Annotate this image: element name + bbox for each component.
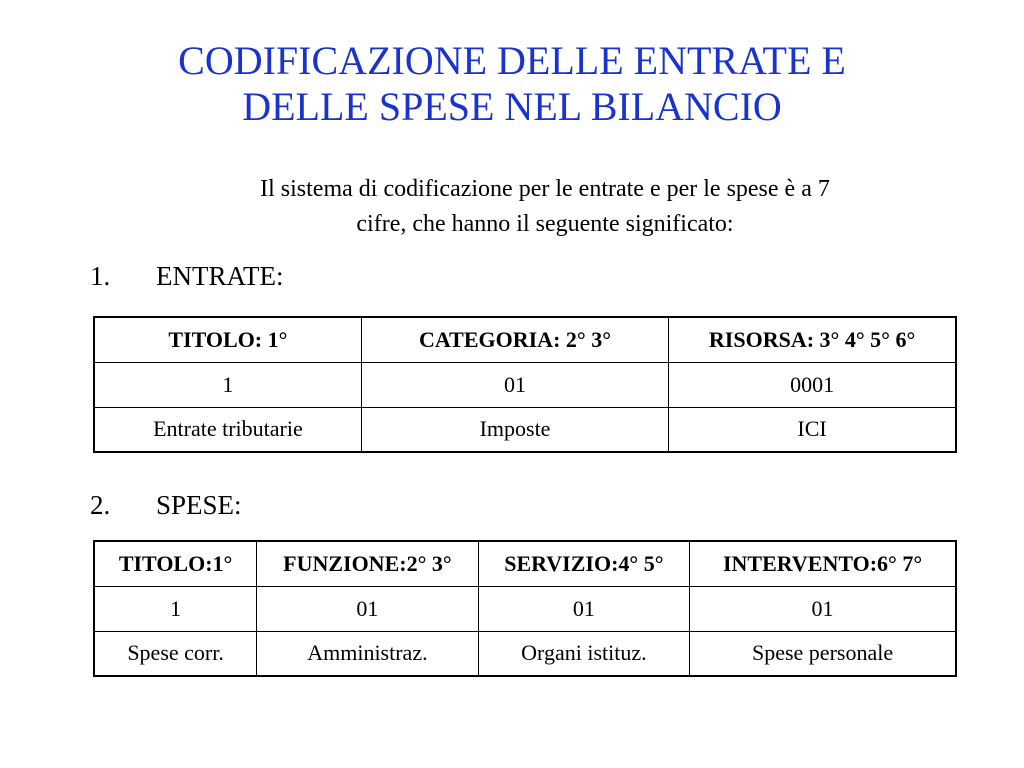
slide-title <box>0 38 1024 130</box>
table-cell: 01 <box>257 586 478 631</box>
slide-title-line-1: CODIFICAZIONE DELLE ENTRATE E <box>178 38 846 83</box>
table-cell: 01 <box>478 586 689 631</box>
intro-line-2: cifre, che hanno il seguente significato: <box>356 211 734 237</box>
table-cell: Imposte <box>361 407 668 452</box>
table-row <box>94 586 956 631</box>
spese-header-titolo: TITOLO:1° <box>94 541 257 586</box>
entrate-table <box>93 316 957 453</box>
table-cell: 0001 <box>669 362 956 407</box>
table-header-row <box>94 317 956 362</box>
spese-heading <box>90 489 242 521</box>
intro-line-1: Il sistema di codificazione per le entrate e per le spese è a 7 <box>260 176 830 202</box>
table-cell: Spese corr. <box>94 631 257 676</box>
spese-header-funzione: FUNZIONE:2° 3° <box>257 541 478 586</box>
slide-title-line-2: DELLE SPESE NEL BILANCIO <box>242 84 782 129</box>
table-cell: ICI <box>669 407 956 452</box>
entrate-header-titolo: TITOLO: 1° <box>94 317 361 362</box>
table-cell: Entrate tributarie <box>94 407 361 452</box>
table-header-row <box>94 541 956 586</box>
entrate-header-categoria: CATEGORIA: 2° 3° <box>361 317 668 362</box>
entrate-header-risorsa: RISORSA: 3° 4° 5° 6° <box>669 317 956 362</box>
entrate-heading <box>90 260 284 292</box>
table-row <box>94 362 956 407</box>
table-row <box>94 407 956 452</box>
entrate-heading-label: ENTRATE: <box>156 261 284 291</box>
spese-header-intervento: INTERVENTO:6° 7° <box>690 541 956 586</box>
table-cell: Organi istituz. <box>478 631 689 676</box>
table-cell: Amministraz. <box>257 631 478 676</box>
spese-heading-label: SPESE: <box>156 490 242 520</box>
table-cell: 01 <box>361 362 668 407</box>
table-cell: Spese personale <box>690 631 956 676</box>
entrate-number: 1. <box>90 261 111 291</box>
table-cell: 01 <box>690 586 956 631</box>
spese-number: 2. <box>90 490 111 520</box>
spese-header-servizio: SERVIZIO:4° 5° <box>478 541 689 586</box>
spese-table <box>93 540 957 677</box>
table-row <box>94 631 956 676</box>
intro-paragraph <box>150 172 940 242</box>
table-cell: 1 <box>94 362 361 407</box>
table-cell: 1 <box>94 586 257 631</box>
